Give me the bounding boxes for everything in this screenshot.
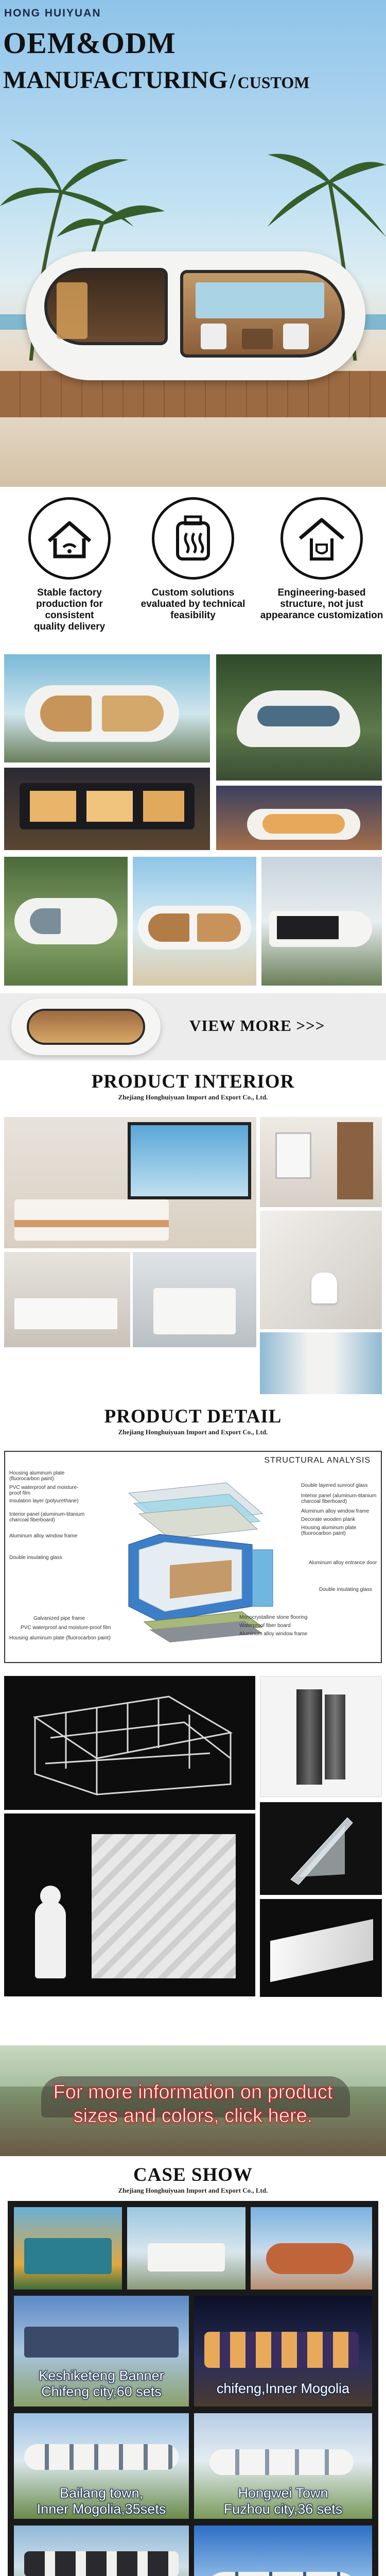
brand-logo: HONG HUIYUAN [4, 7, 101, 19]
section-title: CASE SHOW [133, 2164, 253, 2185]
feature-item [262, 497, 381, 641]
hero-section [0, 0, 386, 487]
case-caption: Bailang town, Inner Mogolia,35sets [37, 2485, 166, 2517]
sand [0, 417, 386, 487]
view-more-section [0, 993, 386, 1060]
struct-label-left: Insulation layer (polyurethane) [9, 1498, 79, 1504]
gallery-photo-beach-capsule[interactable] [133, 857, 256, 986]
house-shield-icon [296, 514, 347, 565]
struct-label-right: Double insulating glass [319, 1587, 372, 1592]
product-gallery [0, 652, 386, 992]
struct-label-right: Aluminum alloy entrance door [309, 1560, 377, 1566]
struct-label-right: Decorate wooden plank [301, 1517, 356, 1522]
struct-label-right: Housing aluminum plate (fluorocarbon paint) [301, 1525, 357, 1536]
case-photo[interactable] [14, 2526, 189, 2576]
struct-label-left: Galvanized pipe frame [33, 1616, 85, 1621]
gallery-photo-forest-pod[interactable] [216, 654, 382, 781]
steel-frame-photo[interactable] [4, 1676, 255, 1810]
detail-section [0, 1395, 386, 2065]
heat-bottle-icon [167, 513, 219, 564]
house-wifi-icon [44, 515, 95, 562]
interior-photo-bedroom[interactable] [4, 1117, 256, 1248]
case-photo[interactable] [194, 2296, 372, 2406]
section-subtitle: Zhejiang Honghuiyuan Import and Export Co., Ltd. [118, 2187, 268, 2194]
interior-photo-bathroom-top[interactable] [260, 1117, 382, 1207]
arrows-icon: >>> [296, 1016, 325, 1035]
case-caption: chifeng,Inner Mogolia [216, 2381, 350, 2396]
struct-label-left: Double insulating glass [9, 1555, 62, 1561]
struct-label-left: PVC waterproof and moisture-proof film [9, 1485, 79, 1496]
case-caption: Hongwei Town Fuzhou city,36 sets [223, 2485, 343, 2517]
struct-label-left: Interior panel (aluminum-titanium charcoal fiberboard) [9, 1512, 85, 1523]
interior-photo-living[interactable] [133, 1252, 256, 1347]
gallery-photo-seaside-capsule[interactable] [4, 654, 210, 762]
features-section [0, 487, 386, 652]
struct-label-left: Housing aluminum plate (fluorocarbon paint) [9, 1635, 111, 1641]
glass-corner-photo[interactable] [260, 1802, 382, 1895]
banner-text-line2: sizes and colors, click here. [73, 2105, 313, 2127]
view-more-button[interactable]: VIEW MORE >>> [189, 1016, 325, 1035]
feature-label: Custom solutions evaluated by technical feasibility [141, 587, 245, 621]
structural-analysis-diagram [4, 1451, 382, 1663]
more-info-banner[interactable] [0, 2045, 386, 2156]
diagram-heading: STRUCTURAL ANALYSIS [264, 1456, 371, 1465]
case-photo[interactable] [14, 2413, 189, 2519]
banner-text-line1: For more information on product [53, 2081, 333, 2103]
section-title: PRODUCT INTERIOR [91, 1071, 295, 1092]
struct-label-right: Interior panel (aluminum-titanium charcoal fiberboard) [301, 1493, 377, 1504]
struct-label-left: Aluminum alloy window frame [9, 1533, 78, 1539]
struct-label-right: Waterproof fiber board [239, 1623, 291, 1629]
hero-title-line2: MANUFACTURING / CUSTOM [3, 66, 310, 94]
interior-section [0, 1060, 386, 1395]
gallery-photo-garden-capsule[interactable] [4, 857, 128, 986]
section-title: PRODUCT DETAIL [104, 1406, 282, 1427]
case-photo[interactable] [251, 2207, 372, 2290]
interior-photo-corridor[interactable] [260, 1332, 382, 1394]
gallery-photo-modern-cabin[interactable] [261, 857, 382, 986]
interior-photo-bathroom-marble[interactable] [260, 1211, 382, 1329]
capsule-cabin [26, 251, 365, 380]
feature-item [139, 497, 247, 641]
case-photo[interactable] [14, 2207, 122, 2290]
gallery-photo-city-dusk[interactable] [216, 786, 382, 850]
struct-label-left: Housing aluminum plate (fluorocarbon paint) [9, 1470, 65, 1482]
case-caption: Keshiketeng Banner Chifeng city,60 sets [39, 2368, 164, 2399]
case-photo[interactable] [127, 2207, 245, 2290]
worker-spray-photo[interactable] [4, 1814, 255, 1996]
case-photo[interactable] [194, 2526, 372, 2576]
case-photo[interactable] [194, 2413, 372, 2519]
feature-label: Engineering-based structure, not just appearance customization [260, 587, 383, 621]
feature-label: Stable factory production for consistent quality delivery [33, 587, 106, 632]
case-show-section [0, 2159, 386, 2576]
feature-item [10, 497, 118, 641]
section-subtitle: Zhejiang Honghuiyuan Import and Export Co., Ltd. [118, 1428, 268, 1436]
case-grid [8, 2201, 378, 2576]
gallery-photo-night-terrace[interactable] [4, 768, 210, 850]
struct-label-left: PVC waterproof and moisture-proof film [21, 1625, 111, 1631]
struct-label-right: Aluminum alloy window frame [239, 1631, 308, 1637]
section-subtitle: Zhejiang Honghuiyuan Import and Export Co., Ltd. [118, 1093, 268, 1101]
struct-label-right: Aluminum alloy window frame [301, 1509, 370, 1514]
aluminum-profile-photo[interactable] [260, 1676, 382, 1797]
view-more-capsule [11, 998, 161, 1055]
case-photo[interactable] [14, 2296, 189, 2406]
struct-label-right: Monocrystalline stone flooring [239, 1615, 308, 1620]
interior-photo-kitchen[interactable] [4, 1252, 130, 1347]
struct-label-right: Double layered sunroof glass [301, 1483, 368, 1488]
exploded-cabin-illustration [98, 1472, 293, 1648]
hero-title-line1: OEM&ODM [3, 26, 176, 60]
panel-sample-photo[interactable] [260, 1899, 382, 1997]
